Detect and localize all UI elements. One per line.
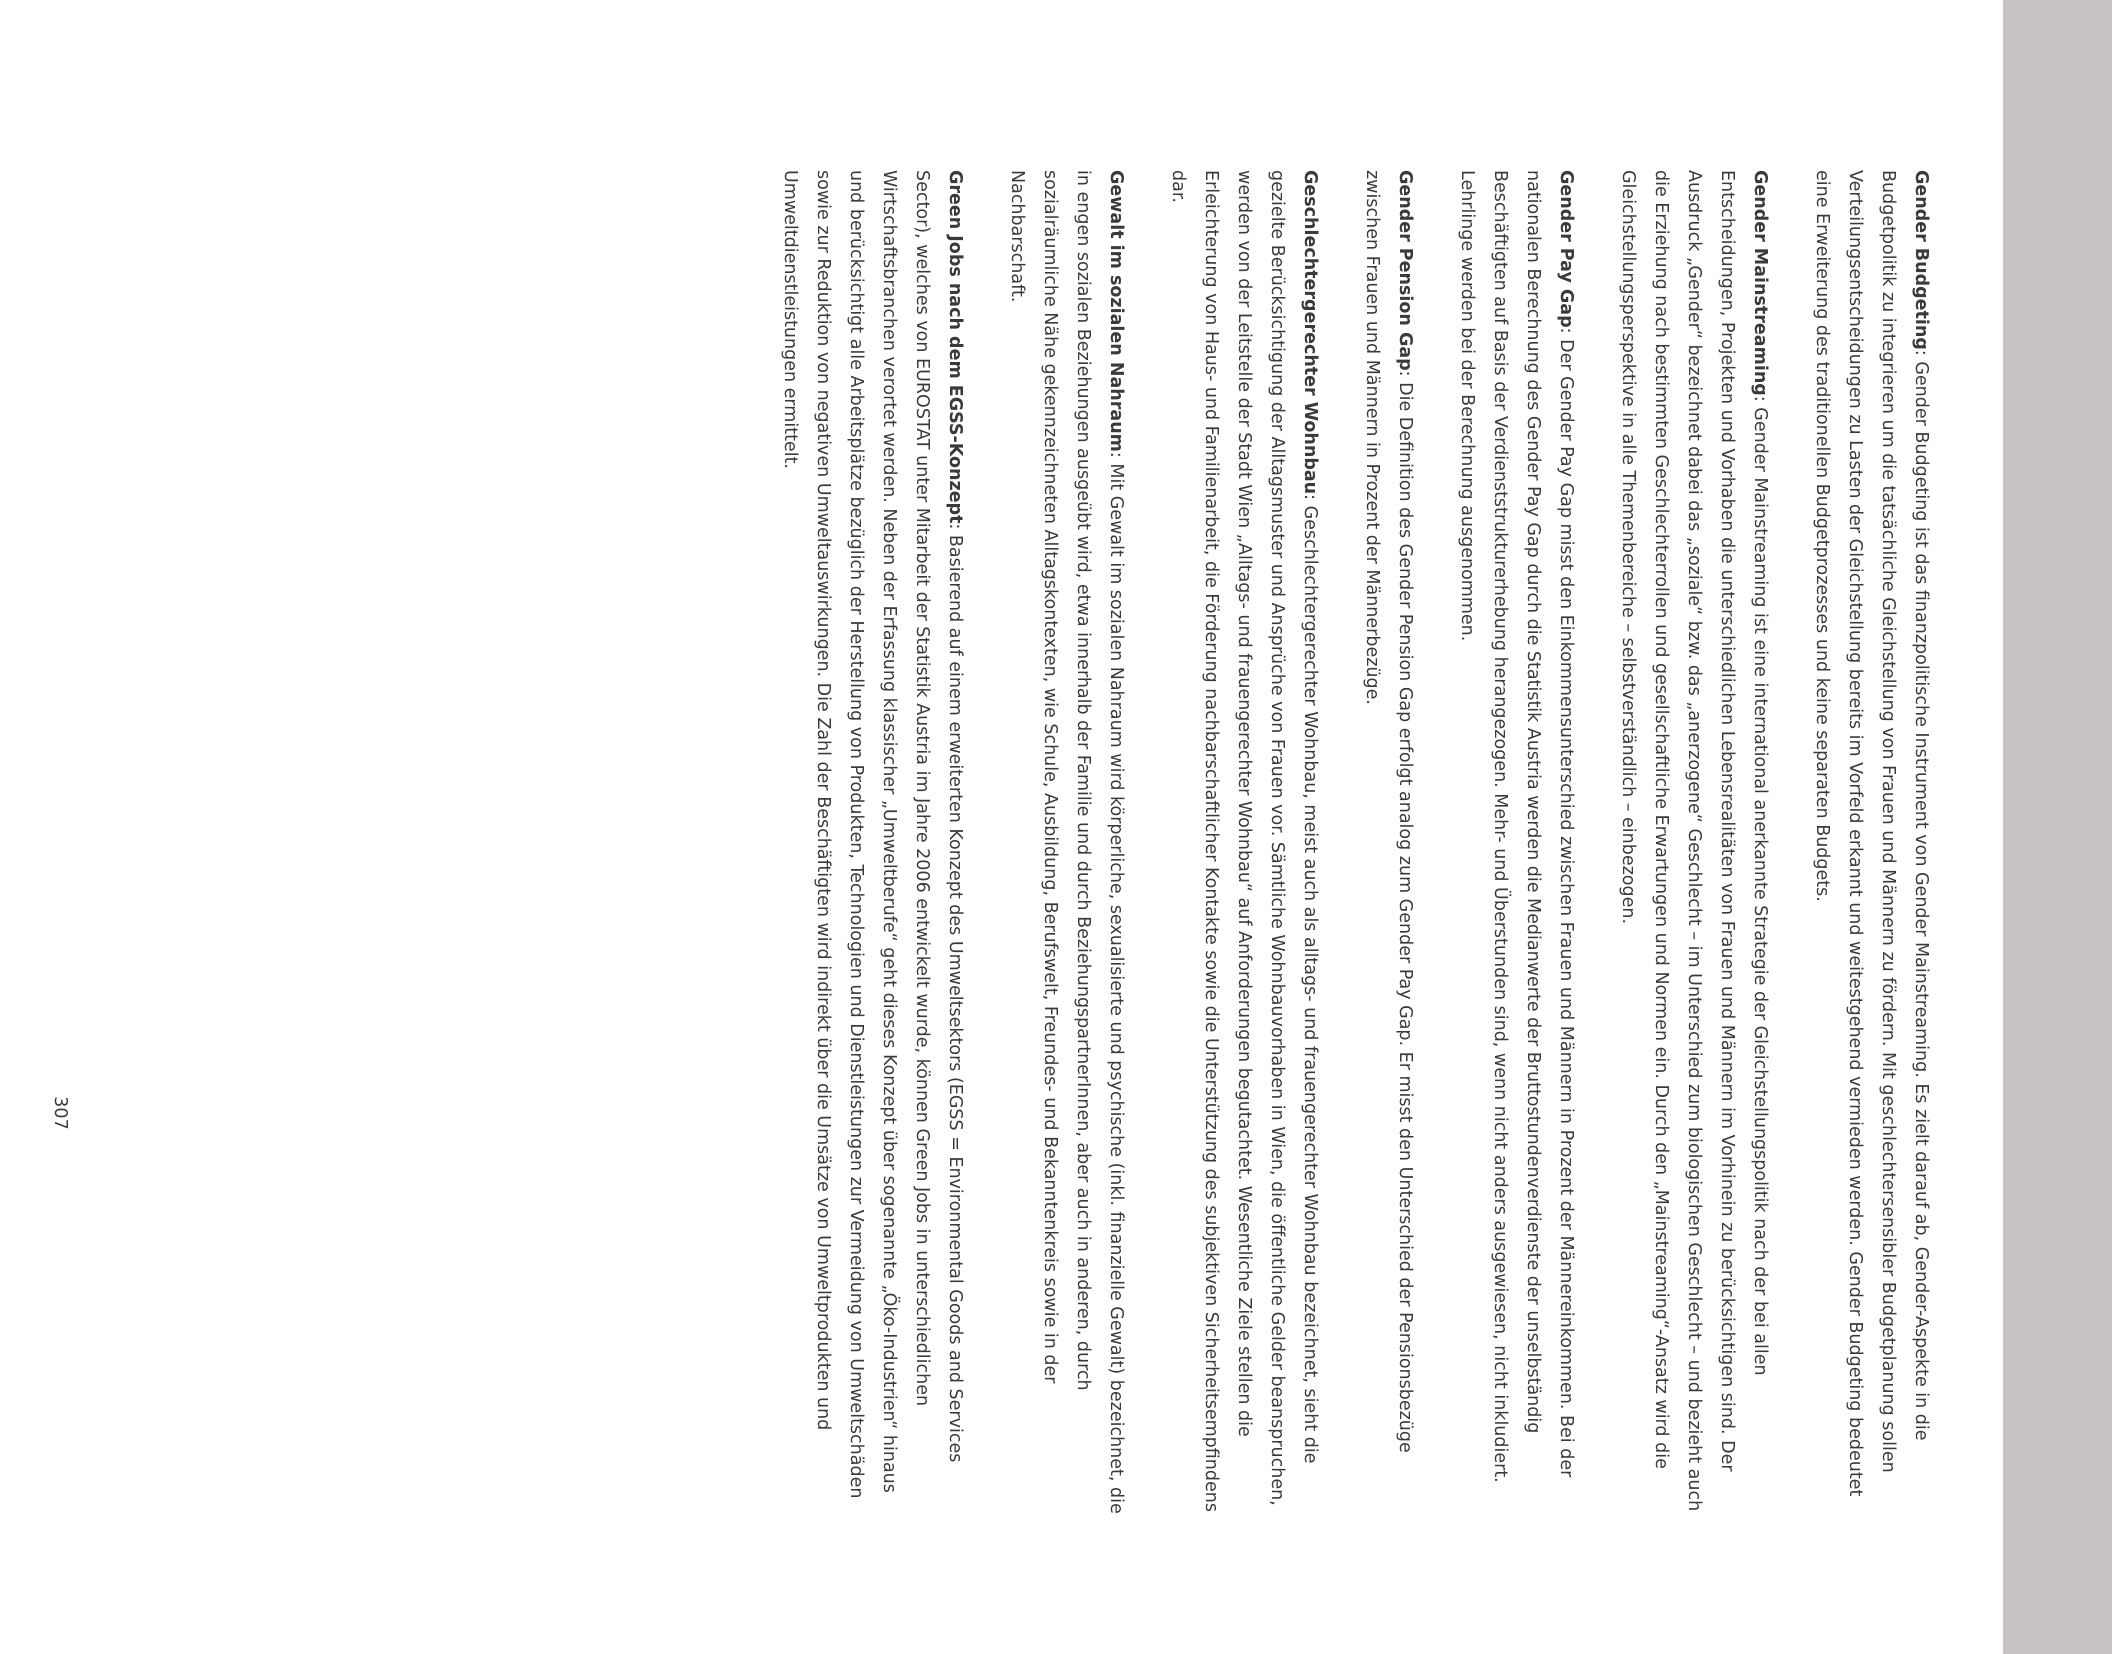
- glossary-definition: Mit Gewalt im sozialen Nahraum wird körperliche, sexualisierte und psychische (inkl. finanzielle Gewalt) bezeichnet, die in engen sozialen Beziehungen ausgeübt wird, etwa innerhalb der Familie und durch BeziehungspartnerInnen, aber auch in anderen, durch sozialräumliche Nähe gekennzeichneten Alltagskontexten, wie Schule, Ausbildung, Berufswelt, Freundes- und Bekanntenkreis sowie in der Nachbarschaft.: [1007, 170, 1126, 1514]
- glossary-definition: Basierend auf einem erweiterten Konzept des Umweltsektors (EGSS = Environmental Goods and Services Sector), welches von EUROSTAT unter Mitarbeit der Statistik Austria im Jahre 2006 entwickelt wurde, können Green Jobs in unterschiedlichen Wirtschaftsbranchen verortet werden. Neben der Erfassung klassischer „Umweltberufe“ geht dieses Konzept über sogenannte „Öko-Industrien“ hinaus und berücksichtigt alle Arbeitsplätze bezüglich der Herstellung von Produkten, Technologien und Dienstleistungen zur Vermeidung von Umweltschäden sowie zur Reduktion von negativen Umweltauswirkungen. Die Zahl der Beschäftigten wird indirekt über die Umsätze von Umweltprodukten und Umweltdienstleistungen ermittelt.: [780, 170, 965, 1499]
- glossary-term: Gender Pay Gap: [1556, 170, 1576, 328]
- glossary-term: Gewalt im sozialen Nahraum: [1106, 170, 1126, 452]
- glossary-definition: Die Definition des Gender Pension Gap erfolgt analog zum Gender Pay Gap. Er misst den Unterschied der Pensionsbezüge zwischen Frauen und Männern in Prozent der Männerbezüge.: [1362, 170, 1415, 1453]
- term-separator: :: [1911, 349, 1931, 362]
- glossary-term: Green Jobs nach dem EGSS-Konzept: [945, 170, 965, 524]
- glossary-entry-gewalt-im-sozialen-nahraum: [1000, 170, 1132, 1515]
- glossary-definition: Geschlechtergerechter Wohnbau, meist auch als alltags- und frauengerechter Wohnbau bezeichnet, sieht die gezielte Berücksichtigung der Alltagsmuster und Ansprüche von Frauen vor. Sämtliche Wohnbauvorhaben in Wien, die öffentliche Gelder beanspruchen, werden von der Leitstelle der Stadt Wien „Alltags- und frauengerechter Wohnbau“ auf Anforderungen begutachtet. Wesentliche Ziele stellen die Erleichterung von Haus- und Familienarbeit, die Förderung nachbarschaftlicher Kontakte sowie die Unterstützung des subjektiven Sicherheitsempfindens dar.: [1168, 170, 1320, 1512]
- glossary-content: [744, 170, 1937, 1515]
- glossary-entry-gender-pay-gap: [1450, 170, 1582, 1515]
- glossary-term: Geschlechtergerechter Wohnbau: [1300, 170, 1320, 495]
- glossary-entry-gender-mainstreaming: [1611, 170, 1776, 1515]
- term-separator: :: [945, 523, 965, 535]
- glossary-entry-gender-budgeting: [1805, 170, 1937, 1515]
- term-separator: :: [1750, 395, 1770, 408]
- glossary-definition: Gender Budgeting ist das finanzpolitische Instrument von Gender Mainstreaming. Es zielt darauf ab, Gender-Aspekte in die Budgetpolitik zu integrieren um die tatsächliche Gleichstellung von Frauen und Männern zu fördern. Mit geschlechtersensibler Budgetplanung sollen Verteilungsentscheidungen zu Lasten der Gleichstellung bereits im Vorfeld erkannt und weitestgehend vermieden werden. Gender Budgeting bedeutet eine Erweiterung des traditionellen Budgetprozesses und keine separaten Budgets.: [1812, 170, 1931, 1497]
- term-separator: :: [1106, 451, 1126, 464]
- page-number: 307: [50, 1096, 70, 1130]
- term-separator: :: [1395, 370, 1415, 383]
- glossary-definition: Der Gender Pay Gap misst den Einkommensunterschied zwischen Frauen und Männern in Prozent der Männereinkommen. Bei der nationalen Berechnung des Gender Pay Gap durch die Statistik Austria werden die Medianwerte der Bruttostundenverdienste der unselbständig Beschäftigten auf Basis der Verdienststrukturerhebung herangezogen. Mehr- und Überstunden sind, wenn nicht anders ausgewiesen, nicht inkludiert. Lehrlinge werden bei der Berechnung ausgenommen.: [1457, 170, 1576, 1483]
- glossary-term: Gender Budgeting: [1911, 170, 1931, 350]
- glossary-term: Gender Mainstreaming: [1750, 170, 1770, 396]
- glossary-entry-green-jobs: [773, 170, 971, 1515]
- glossary-term: Gender Pension Gap: [1395, 170, 1415, 371]
- term-separator: :: [1300, 494, 1320, 506]
- term-separator: :: [1556, 327, 1576, 340]
- glossary-definition: Gender Mainstreaming ist eine international anerkannte Strategie der Gleichstellungspolitik nach der bei allen Entscheidungen, Projekten und Vorhaben die unterschiedlichen Lebensrealitäten von Frauen und Männern im Vorhinein zu berücksichtigen sind. Der Ausdruck „Gender“ bezeichnet dabei das „soziale“ bzw. das „anerzogene“ Geschlecht – im Unterschied zum biologischen Geschlecht – und bezieht auch die Erziehung nach bestimmten Geschlechterrollen und gesellschaftliche Erwartungen und Normen ein. Durch den „Mainstreaming“-Ansatz wird die Gleichstellungsperspektive in alle Themenbereiche – selbstverständlich – einbezogen.: [1618, 170, 1770, 1512]
- glossary-entry-geschlechtergerechter-wohnbau: [1161, 170, 1326, 1515]
- glossary-entry-gender-pension-gap: [1355, 170, 1421, 1515]
